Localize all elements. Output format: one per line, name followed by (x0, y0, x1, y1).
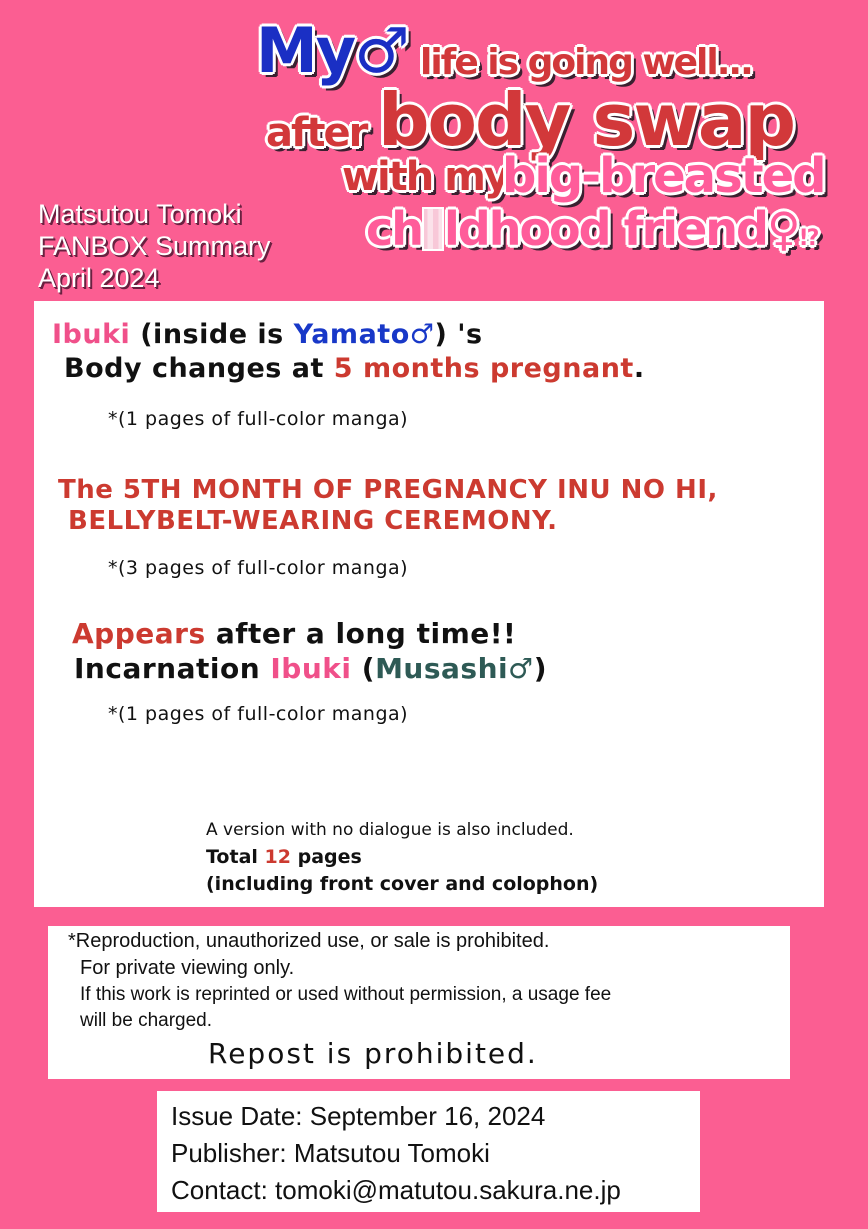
title-ch: ch (366, 202, 423, 256)
total-label: Total (206, 846, 258, 868)
title-childhood-friend (366, 202, 817, 256)
summary-label: FANBOX Summary (38, 231, 271, 261)
item1-period: . (633, 353, 645, 384)
item3-paren-open: ( (361, 652, 376, 685)
notice-repost: Repost is prohibited. (208, 1037, 538, 1070)
notice-fee: If this work is reprinted or used without permission, a usage fee (80, 984, 612, 1005)
fanbox-summary (38, 198, 271, 294)
colophon (157, 1091, 700, 1212)
copyright-notice (48, 926, 790, 1079)
title-life-going-well: life is going well... (420, 42, 752, 83)
item1-line1 (52, 319, 483, 350)
total-pages-label: pages (297, 846, 362, 868)
title-my: My♂ (256, 14, 408, 87)
item1-name: Ibuki (52, 319, 131, 350)
title-big-breasted: big-breasted (502, 148, 825, 204)
censor-mosaic (422, 207, 444, 251)
summary-month: April 2024 (38, 263, 160, 293)
item3-paren-close: ) (533, 652, 548, 685)
item2-note: *(3 pages of full-color manga) (108, 557, 409, 579)
item1-inside-name: Yamato♂ (293, 319, 435, 350)
item1-body-changes: Body changes at (64, 353, 324, 384)
issue-date: Issue Date: September 16, 2024 (171, 1101, 546, 1131)
item3-appears: Appears (72, 617, 206, 650)
title-after: after (266, 110, 367, 156)
notice-reproduction: *Reproduction, unauthorized use, or sale is prohibited. (68, 930, 550, 952)
notice-charged: will be charged. (80, 1010, 213, 1031)
item3-incarnation: Incarnation (74, 652, 261, 685)
item1-inside-open: (inside is (140, 319, 284, 350)
title-body-swap: body swap (378, 78, 795, 162)
item1-inside-close: ) 's (434, 319, 483, 350)
title-exclaim: !? (798, 226, 818, 251)
publisher: Publisher: Matsutou Tomoki (171, 1138, 490, 1168)
item1-line2 (64, 353, 645, 384)
item3-line2 (74, 652, 547, 685)
item2-line2: BELLYBELT-WEARING CEREMONY. (68, 506, 558, 536)
title-with-my: with my (342, 154, 508, 200)
no-dialogue-note: A version with no dialogue is also included. (206, 820, 574, 840)
summary-author: Matsutou Tomoki (38, 199, 242, 229)
item3-musashi: Musashi♂ (375, 652, 534, 685)
item3-after-long-time: after a long time!! (215, 617, 517, 650)
contents-panel (34, 301, 824, 907)
total-number: 12 (264, 846, 291, 868)
total-pages (206, 846, 362, 868)
item1-note: *(1 pages of full-color manga) (108, 408, 409, 430)
notice-private: For private viewing only. (80, 957, 295, 979)
item1-months: 5 months pregnant (333, 353, 634, 384)
item3-ibuki: Ibuki (270, 652, 352, 685)
contact: Contact: tomoki@matutou.sakura.ne.jp (171, 1175, 621, 1205)
item3-note: *(1 pages of full-color manga) (108, 703, 409, 725)
item2-line1: The 5TH MONTH OF PREGNANCY INU NO HI, (58, 475, 718, 505)
title-ldhood-friend: ldhood friend♀ (444, 202, 799, 256)
total-detail: (including front cover and colophon) (206, 873, 599, 895)
item3-line1 (72, 617, 516, 650)
